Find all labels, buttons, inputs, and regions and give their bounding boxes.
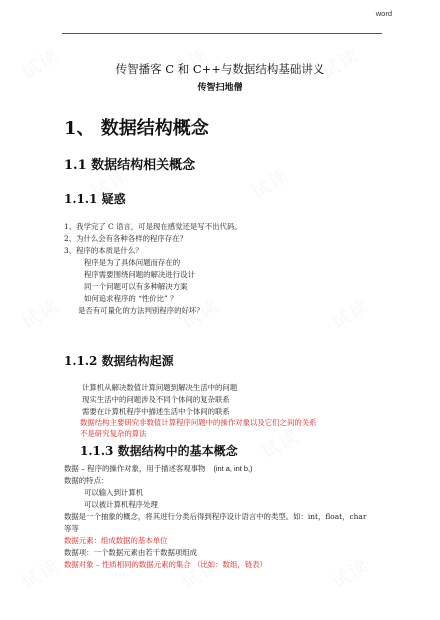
watermark-text (246, 162, 294, 205)
essence-item: 是否有可量化的方法判别程序的好坏？ (78, 306, 204, 315)
data-definition (64, 463, 252, 474)
origin-item: 现实生活中的问题涉及不同个体间的复杂联系 (82, 395, 230, 404)
essence-item: 同一个问题可以有多种解决方案 (84, 282, 188, 291)
data-element-line: 数据元素：组成数据的基本单位 (64, 536, 168, 545)
etc-line: 等等 (64, 524, 79, 533)
watermark-text (16, 292, 64, 335)
heading-1-1: 1.1 数据结构相关概念 (64, 158, 196, 173)
document-title: 传智播客 C 和 C++与数据结构基础讲义 (115, 62, 325, 76)
heading-1-1-1: 1.1.1 疑惑 (64, 192, 126, 206)
data-example: (int a, int b,) (213, 464, 253, 473)
research-note-line: 数据结构主要研究非数值计算程序问题中的操作对象以及它们之间的关系 (80, 418, 317, 427)
feature-item: 可以输入到计算机 (84, 488, 144, 497)
heading-1: 1、 数据结构概念 (64, 118, 209, 139)
data-object-line: 数据对象 – 性质相同的数据元素的集合 （比如：数组，链表） (64, 560, 267, 569)
data-definition-text: 数据 – 程序的操作对象，用于描述客观事物 (64, 464, 206, 473)
origin-item: 计算机从解决数值计算问题到解决生活中的问题 (82, 383, 238, 392)
feature-item: 可以被计算机程序处理 (84, 500, 158, 509)
watermark-text (16, 552, 64, 595)
header-rule (62, 33, 382, 34)
document-subtitle: 传智扫地僧 (197, 83, 243, 93)
essence-item: 程序是为了具体问题而存在的 (84, 258, 181, 267)
doubt-item: 1、我学完了 C 语言，可是现在感觉还是写不出代码。 (64, 222, 242, 231)
abstract-line: 数据是一个抽象的概念，将其进行分类后得到程序设计语言中的类型。如：int，float，char (64, 512, 367, 521)
essence-item: 程序需要围绕问题的解决进行设计 (84, 270, 195, 279)
origin-item: 需要在计算机程序中描述生活中个体间的联系 (82, 407, 230, 416)
heading-1-1-2: 1.1.2 数据结构起源 (64, 354, 174, 368)
features-label: 数据的特点： (64, 476, 109, 485)
doubt-item: 3、程序的本质是什么？ (64, 246, 143, 255)
header-word: word (375, 9, 392, 18)
essence-item: 如何追求程序的 “性价比” ？ (84, 294, 178, 303)
data-item-line: 数据项：一个数据元素由若干数据项组成 (64, 548, 198, 557)
doubt-item: 2、为什么会有各种各样的程序存在？ (64, 234, 187, 243)
heading-1-1-3: 1.1.3 数据结构中的基本概念 (80, 444, 238, 458)
watermark-text (326, 552, 374, 595)
research-note-line: 不是研究复杂的算法 (80, 429, 147, 438)
watermark-text (326, 292, 374, 335)
